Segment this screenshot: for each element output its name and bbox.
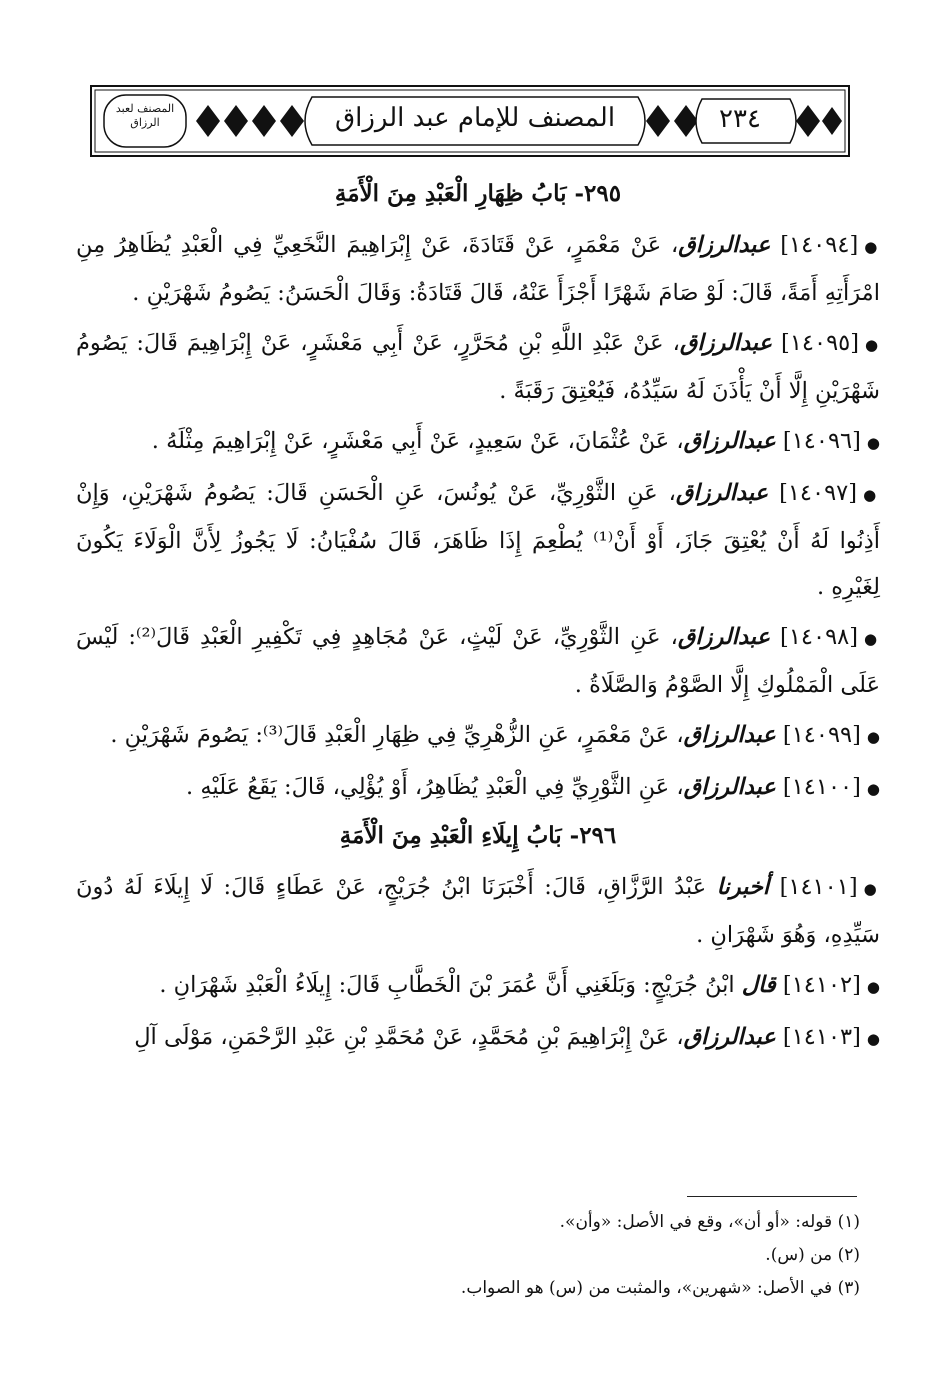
hadith-entry xyxy=(76,320,880,414)
narrator-name: عبدالرزاق xyxy=(675,480,769,506)
book-title: المصنف للإمام عبد الرزاق xyxy=(334,103,616,133)
footnotes xyxy=(100,1206,860,1305)
footnote: (٣) في الأصل: «شهرين»، والمثبت من (س) هو الصواب. xyxy=(460,1278,860,1298)
hadith-number: [١٤٠٩٩] xyxy=(782,722,861,748)
hadith-number: [١٤١٠٣] xyxy=(782,1024,861,1050)
hadith-entry xyxy=(76,418,880,466)
bullet-icon: ● xyxy=(866,1030,880,1048)
hadith-text: ، عَنْ إِبْرَاهِيمَ بْنِ مُحَمَّدٍ، عَنْ مُحَمَّدِ بْنِ عَبْدِ الرَّحْمَنِ، مَوْلَى آلِ xyxy=(134,1024,684,1050)
chapter-title: ٢٩٥- بَابُ ظِهَارِ الْعَبْدِ مِنَ الْأَمَةِ xyxy=(334,180,622,207)
hadith-text: عَبْدُ الرَّزَّاقِ، قَالَ: أَخْبَرَنَا ابْنُ جُرَيْجٍ، عَنْ عَطَاءٍ قَالَ: لَا إِيلَاءَ لَهُ دُونَ سَيِّدِهِ، وَهُوَ شَهْرَانِ . xyxy=(76,874,880,948)
hadith-text: ، عَنِ الثَّوْرِيِّ فِي الْعَبْدِ يُظَاهِرُ، أَوْ يُؤْلِي، قَالَ: يَقَعُ عَلَيْهِ . xyxy=(186,774,684,800)
bullet-icon: ● xyxy=(866,978,880,996)
hadith-number: [١٤٠٩٦] xyxy=(782,428,861,454)
bullet-icon: ● xyxy=(863,880,881,898)
seal-logo-text: المصنف لعبد الرزاق xyxy=(115,102,175,129)
hadith-text: ، عَنْ عُثْمَانَ، عَنْ سَعِيدٍ، عَنْ أَبِي مَعْشَرٍ، عَنْ إِبْرَاهِيمَ مِثْلَهُ . xyxy=(151,428,684,454)
hadith-entry xyxy=(76,222,880,316)
hadith-entry xyxy=(76,712,880,760)
hadith-text: ، عَنِ الثَّوْرِيِّ، عَنْ يُونُسَ، عَنِ الْحَسَنِ قَالَ: يَصُومُ شَهْرَيْنِ، وَإِنْ أَذِنُوا لَهُ أَنْ يُعْتِقَ جَازَ، أَوْ أَنْ⁽¹⁾ يُطْعِمَ إِذَا ظَاهَرَ، قَالَ سُفْيَانُ: لَا يَجُوزُ لِأَنَّ الْوَلَاءَ يَكُونَ لِغَيْرِهِ . xyxy=(76,480,880,600)
footnote: (١) قوله: «أو أن»، وقع في الأصل: «وأن». xyxy=(559,1212,860,1232)
bullet-icon: ● xyxy=(866,728,880,746)
hadith-text: ، عَنْ مَعْمَرٍ، عَنِ الزُّهْرِيِّ فِي ظِهَارِ الْعَبْدِ قَالَ⁽³⁾: يَصُومَ شَهْرَيْنِ . xyxy=(110,722,684,748)
hadith-number: [١٤١٠١] xyxy=(779,874,858,900)
narrator-name: عبدالرزاق xyxy=(683,774,776,800)
narrator-name: أخبرنا xyxy=(716,874,770,900)
bullet-icon: ● xyxy=(864,238,881,256)
hadith-number: [١٤٠٩٨] xyxy=(780,624,859,650)
hadith-number: [١٤٠٩٤] xyxy=(780,232,859,258)
hadith-text: ، عَنْ مَعْمَرٍ، عَنْ قَتَادَةَ، عَنْ إِبْرَاهِيمَ النَّخَعِيِّ فِي الْعَبْدِ يُظَاهِرُ مِنِ امْرَأَتِهِ أَمَةً، قَالَ: لَوْ صَامَ شَهْرًا أَجْزَأَ عَنْهُ، قَالَ قَتَادَةُ: وَقَالَ الْحَسَنُ: يَصُومُ شَهْرَيْنِ . xyxy=(76,232,880,306)
page-header xyxy=(90,85,850,157)
hadith-text: ، عَنِ الثَّوْرِيِّ، عَنْ لَيْثٍ، عَنْ مُجَاهِدٍ فِي تَكْفِيرِ الْعَبْدِ قَالَ⁽²⁾: لَيْسَ عَلَى الْمَمْلُوكِ إِلَّا الصَّوْمُ وَالصَّلَاةُ . xyxy=(76,624,880,698)
narrator-name: عبدالرزاق xyxy=(683,1024,776,1050)
narrator-name: عبدالرزاق xyxy=(683,428,776,454)
hadith-number: [١٤١٠٠] xyxy=(782,774,861,800)
bullet-icon: ● xyxy=(866,434,880,452)
bullet-icon: ● xyxy=(863,486,880,504)
hadith-number: [١٤٠٩٧] xyxy=(779,480,858,506)
hadith-number: [١٤١٠٢] xyxy=(782,972,861,998)
page-number: ٢٣٤ xyxy=(719,104,761,134)
narrator-name: قال xyxy=(741,972,776,998)
hadith-entry xyxy=(76,1014,880,1062)
footnote: (٢) من (س). xyxy=(765,1245,860,1265)
narrator-name: عبدالرزاق xyxy=(679,330,773,356)
hadith-entry xyxy=(76,864,880,958)
narrator-name: عبدالرزاق xyxy=(678,232,771,258)
hadith-entry xyxy=(76,962,880,1010)
narrator-name: عبدالرزاق xyxy=(677,624,770,650)
footnote-divider xyxy=(687,1196,857,1197)
hadith-text: ، عَنْ عَبْدِ اللَّهِ بْنِ مُحَرَّرٍ، عَنْ أَبِي مَعْشَرٍ، عَنْ إِبْرَاهِيمَ قَالَ: يَصُومُ شَهْرَيْنِ إِلَّا أَنْ يَأْذَنَ لَهُ سَيِّدُهُ، فَيُعْتِقَ رَقَبَةً . xyxy=(76,330,880,404)
bullet-icon: ● xyxy=(866,780,880,798)
chapter-title: ٢٩٦- بَابُ إِيلَاءِ الْعَبْدِ مِنَ الْأَمَةِ xyxy=(339,822,617,849)
narrator-name: عبدالرزاق xyxy=(683,722,776,748)
main-text xyxy=(76,170,880,1066)
bullet-icon: ● xyxy=(864,630,880,648)
hadith-number: [١٤٠٩٥] xyxy=(781,330,860,356)
hadith-entry xyxy=(76,764,880,812)
hadith-entry xyxy=(76,614,880,708)
bullet-icon: ● xyxy=(865,336,881,354)
hadith-text: ابْنُ جُرَيْجٍ: وَبَلَغَنِي أَنَّ عُمَرَ بْنَ الْخَطَّابِ قَالَ: إِيلَاءُ الْعَبْدِ شَهْرَانِ . xyxy=(159,972,735,998)
hadith-entry xyxy=(76,470,880,610)
